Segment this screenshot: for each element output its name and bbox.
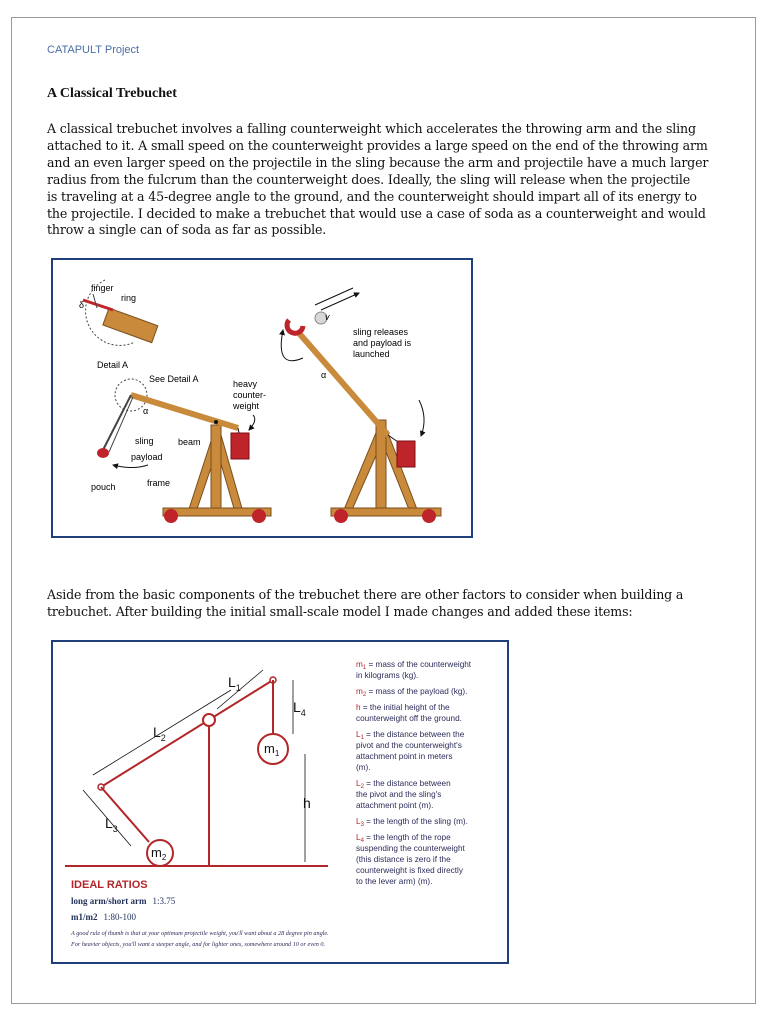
paragraph-line: and an even larger speed on the projectile in the sling because the arm and projectile have a much larger: [47, 154, 709, 170]
legend-L2: $L_2$ = the distance between the pivot and the sling's attachment point (m).: [356, 779, 451, 810]
release-label-2: and payload is: [353, 338, 412, 348]
delta-label: δ: [79, 300, 85, 310]
see-detail-a-label: See Detail A: [149, 374, 199, 384]
intro-paragraph: [47, 121, 722, 239]
legend-L4: $L_4$ = the length of the rope suspending the counterweight (this distance is zero if the counterweight is fixed directly to the lever arm) (m).: [356, 833, 465, 886]
counterweight-label-1: heavy: [233, 379, 258, 389]
alpha-right-label: α: [321, 370, 327, 380]
finger-label: finger: [91, 283, 114, 293]
legend-h: h = the initial height of the counterweight off the ground.: [356, 703, 462, 723]
L2-label: $L_2$: [153, 724, 166, 743]
paragraph-line: radius from the fulcrum than the counterweight does. Ideally, the sling will release when the projectile: [47, 171, 691, 187]
project-label: CATAPULT Project: [47, 44, 140, 56]
dimension-diagram-figure: [51, 640, 509, 964]
release-label-1: sling releases: [353, 327, 409, 337]
ideal-ratios-heading: IDEAL RATIOS: [71, 879, 148, 891]
components-paragraph: [47, 587, 722, 621]
legend-m2: $m_2$ = mass of the payload (kg).: [356, 687, 468, 698]
heavier-objects-note: For heavier objects, you'll want a steeper angle, and for lighter ones, somewhere around 10 or even 0.: [71, 941, 325, 948]
pouch-label: pouch: [91, 482, 116, 492]
pin-angle-note: A good rule of thumb is that at your optimum projectile weight, you'll want about a 28 degree pin angle.: [71, 930, 329, 937]
released-trebuchet: [281, 288, 441, 523]
beam-label: beam: [178, 437, 201, 447]
arm-ratio-label: long arm/short arm 1:3.75: [71, 896, 176, 906]
velocity-label: v: [325, 312, 330, 322]
L4-label: $L_4$: [293, 699, 306, 718]
ring-label: ring: [121, 293, 137, 303]
m2-label: $m_2$: [151, 845, 167, 862]
paragraph-line: the projectile. I decided to make a trebuchet that would use a case of soda as a counterweight and would: [47, 205, 706, 221]
legend-m1: $m_1$ = mass of the counterweight in kilograms (kg).: [356, 660, 472, 680]
document-title: A Classical Trebuchet: [47, 86, 177, 101]
detail-a-inset: [79, 280, 158, 370]
frame-label: frame: [147, 478, 171, 488]
paragraph-line: trebuchet. After building the initial small-scale model I made changes and added these items:: [47, 603, 633, 619]
paragraph-line: is traveling at a 45-degree angle to the ground, and the counterweight should impart all of its energy to: [47, 188, 697, 204]
paragraph-line: A classical trebuchet involves a falling counterweight which accelerates the throwing arm and the sling: [47, 121, 696, 136]
loaded-trebuchet: [91, 374, 271, 523]
m1-label: $m_1$: [264, 741, 280, 758]
trebuchet-diagram-figure: [51, 258, 473, 538]
L1-label: $L_1$: [228, 674, 241, 693]
release-label-3: launched: [353, 349, 390, 359]
legend-L3: $L_3$ = the length of the sling (m).: [356, 817, 468, 828]
ideal-ratios-box: [70, 879, 329, 948]
trebuchet-diagram: [53, 260, 471, 536]
payload-label: payload: [131, 452, 163, 462]
paragraph-line: throw a single can of soda as far as possible.: [47, 222, 327, 238]
h-label: h: [303, 795, 311, 811]
mass-ratio-label: m1/m2 1:80-100: [71, 912, 136, 922]
variable-legend: [356, 660, 472, 886]
dimension-diagram: [53, 642, 507, 962]
alpha-label: α: [143, 406, 149, 416]
paragraph-line: Aside from the basic components of the trebuchet there are other factors to consider when building a: [47, 587, 684, 602]
sling-label: sling: [135, 436, 154, 446]
lever-diagram: [65, 677, 328, 866]
counterweight-label-3: weight: [233, 401, 260, 411]
detail-a-label: Detail A: [97, 360, 129, 370]
legend-L1: $L_1$ = the distance between the pivot and the counterweight's attachment point in meters (m).: [356, 730, 465, 772]
L3-label: $L_3$: [105, 815, 118, 834]
paragraph-line: attached to it. A small speed on the counterweight provides a large speed on the end of the throwing arm: [47, 137, 708, 153]
counterweight-label-2: counter-: [233, 390, 267, 400]
